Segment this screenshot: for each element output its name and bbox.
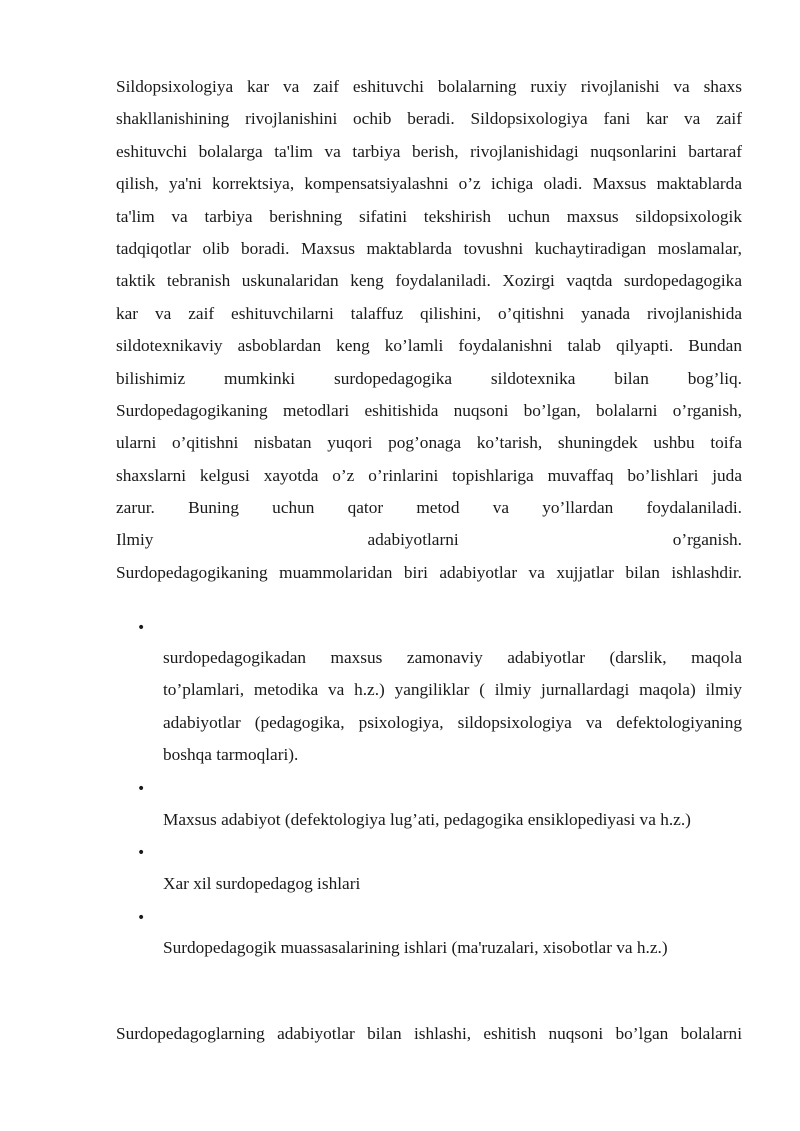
list-item-line: adabiyotlar (pedagogika, psixologiya, sildopsixologiya va defektologiyaning [163, 712, 742, 732]
paragraph-line: tadqiqotlar olib boradi. Maxsus maktablarda tovushni kuchaytiradigan moslamalar, [116, 238, 742, 258]
list-bullet: • [137, 845, 146, 861]
paragraph-line: Ilmiy adabiyotlarni o’rganish. [116, 530, 742, 550]
paragraph-line: sildotexnikaviy asboblardan keng ko’lamli foydalanishni talab qilyapti. Bundan [116, 336, 742, 356]
paragraph-line: taktik tebranish uskunalaridan keng foydalaniladi. Xozirgi vaqtda surdopedagogika [116, 271, 742, 291]
paragraph-line: Surdopedagoglarning adabiyotlar bilan ishlashi, eshitish nuqsoni bo’lgan bolalarni [116, 1024, 742, 1043]
list-bullet: • [137, 910, 146, 926]
list-item-line: surdopedagogikadan maxsus zamonaviy adabiyotlar (darslik, maqola [163, 648, 742, 667]
paragraph-line: bilishimiz mumkinki surdopedagogika sildotexnika bilan bog’liq. [116, 368, 742, 388]
paragraph-line: shakllanishining rivojlanishini ochib beradi. Sildopsixologiya fani kar va zaif [116, 109, 742, 129]
list-bullet: • [137, 620, 146, 636]
paragraph-line: ularni o’qitishni nisbatan yuqori pog’onaga ko’tarish, shuningdek ushbu toifa [116, 433, 742, 453]
paragraph-line: eshituvchi bolalarga ta'lim va tarbiya berish, rivojlanishidagi nuqsonlarini bartaraf [116, 141, 742, 161]
paragraph-line: Surdopedagogikaning muammolaridan biri adabiyotlar va xujjatlar bilan ishlashdir. [116, 562, 742, 582]
paragraph-line: zarur. Buning uchun qator metod va yo’llardan foydalaniladi. [116, 498, 742, 518]
list-bullet: • [137, 781, 146, 797]
paragraph-line: kar va zaif eshituvchilarni talaffuz qilishini, o’qitishni yanada rivojlanishida [116, 303, 742, 323]
intro-paragraph [116, 71, 742, 589]
list-item-line: Surdopedagogik muassasalarining ishlari (ma'ruzalari, xisobotlar va h.z.) [163, 938, 668, 957]
paragraph-line: qilish, ya'ni korrektsiya, kompensatsiyalashni o’z ichiga oladi. Maxsus maktablarda [116, 174, 742, 194]
paragraph-line: Sildopsixologiya kar va zaif eshituvchi bolalarning ruxiy rivojlanishi va shaxs [116, 77, 742, 96]
paragraph-line: ta'lim va tarbiya berishning sifatini tekshirish uchun maxsus sildopsixologik [116, 206, 742, 226]
closing-paragraph [116, 1018, 742, 1050]
list-item-line: Xar xil surdopedagog ishlari [163, 874, 361, 893]
list-item-line: to’plamlari, metodika va h.z.) yangiliklar ( ilmiy jurnallardagi maqola) ilmiy [163, 680, 742, 700]
paragraph-line: Surdopedagogikaning metodlari eshitishida nuqsoni bo’lgan, bolalarni o’rganish, [116, 400, 742, 420]
list-item [163, 868, 742, 900]
list-item-line: boshqa tarmoqlari). [163, 745, 299, 765]
list-item [163, 804, 742, 836]
paragraph-line: shaxslarni kelgusi xayotda o’z o’rinlarini topishlariga muvaffaq bo’lishlari juda [116, 465, 742, 485]
list-item-line: Maxsus adabiyot (defektologiya lug’ati, pedagogika ensiklopediyasi va h.z.) [163, 810, 691, 829]
list-item [163, 932, 742, 964]
list-item [163, 642, 742, 772]
